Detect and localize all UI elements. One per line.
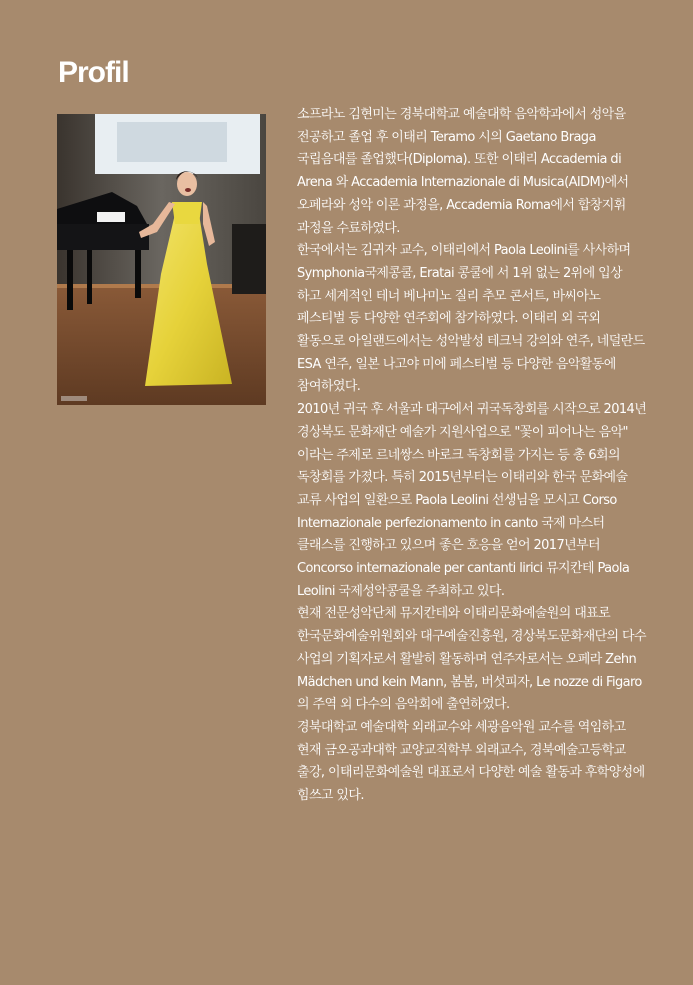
bio-paragraph: 2010년 귀국 후 서울과 대구에서 귀국독창회를 시작으로 2014년 경상북도 문화재단 예술가 지원사업으로 "꽃이 피어나는 음악" 이라는 주제로 르네쌍스 바로크 독창회를 가지는 등 총 6회의 독창회를 가졌다. 특히 2015년부터는 이태리와 한국 문화예술 교류 사업의 일환으로 Paola Leolini 선생님을 모시고 Corso Internazionale perfezionamento in canto 국제 마스터 클래스를 진행하고 있으며 좋은 호응을 얻어 2017년부터 Concorso internazionale per cantanti lirici 뮤지칸테 Paola Leolini 국제성악콩쿨을 주최하고 있다. (297, 402, 647, 599)
page-title: Profil (58, 56, 129, 89)
performer-photo (57, 114, 266, 405)
bio-paragraph: 경북대학교 예술대학 외래교수와 세광음악원 교수를 역임하고 현재 금오공과대학 교양교직학부 외래교수, 경북예술고등학교 출강, 이태리문화예술원 대표로서 다양한 예술 활동과 후학양성에 힘쓰고 있다. (297, 719, 645, 804)
biography-text (297, 104, 649, 808)
bio-paragraph: 현재 전문성악단체 뮤지칸테와 이태리문화예술원의 대표로 한국문화예술위원회와 대구예술진흥원, 경상북도문화재단의 다수 사업의 기획자로서 활발히 활동하며 연주자로서는 오페라 Zehn Mädchen und kein Mann, 봄봄, 버섯피자, Le nozze di Figaro 의 주역 외 다수의 음악회에 출연하였다. (297, 606, 646, 713)
bio-paragraph: 한국에서는 김귀자 교수, 이태리에서 Paola Leolini를 사사하며 Symphonia국제콩쿨, Eratai 콩쿨에 서 1위 없는 2위에 입상 하고 세계적인 테너 베나미노 질리 추모 콘서트, 바씨아노 페스티벌 등 다양한 연주회에 참가하였다. 이태리 외 국외 활동으로 아일랜드에서는 성악발성 테크닉 강의와 연주, 네덜란드 ESA 연주, 일본 나고야 미에 페스티벌 등 다양한 음악활동에 참여하였다. (297, 243, 645, 395)
bio-paragraph: 소프라노 김현미는 경북대학교 예술대학 음악학과에서 성악을 전공하고 졸업 후 이태리 Teramo 시의 Gaetano Braga 국립음대를 졸업했다(Diploma). 또한 이태리 Accademia di Arena 와 Accademia Internazionale di Musica(AIDM)에서 오페라와 성악 이론 과정을, Accademia Roma에서 합창지휘 과정을 수료하였다. (297, 107, 629, 236)
